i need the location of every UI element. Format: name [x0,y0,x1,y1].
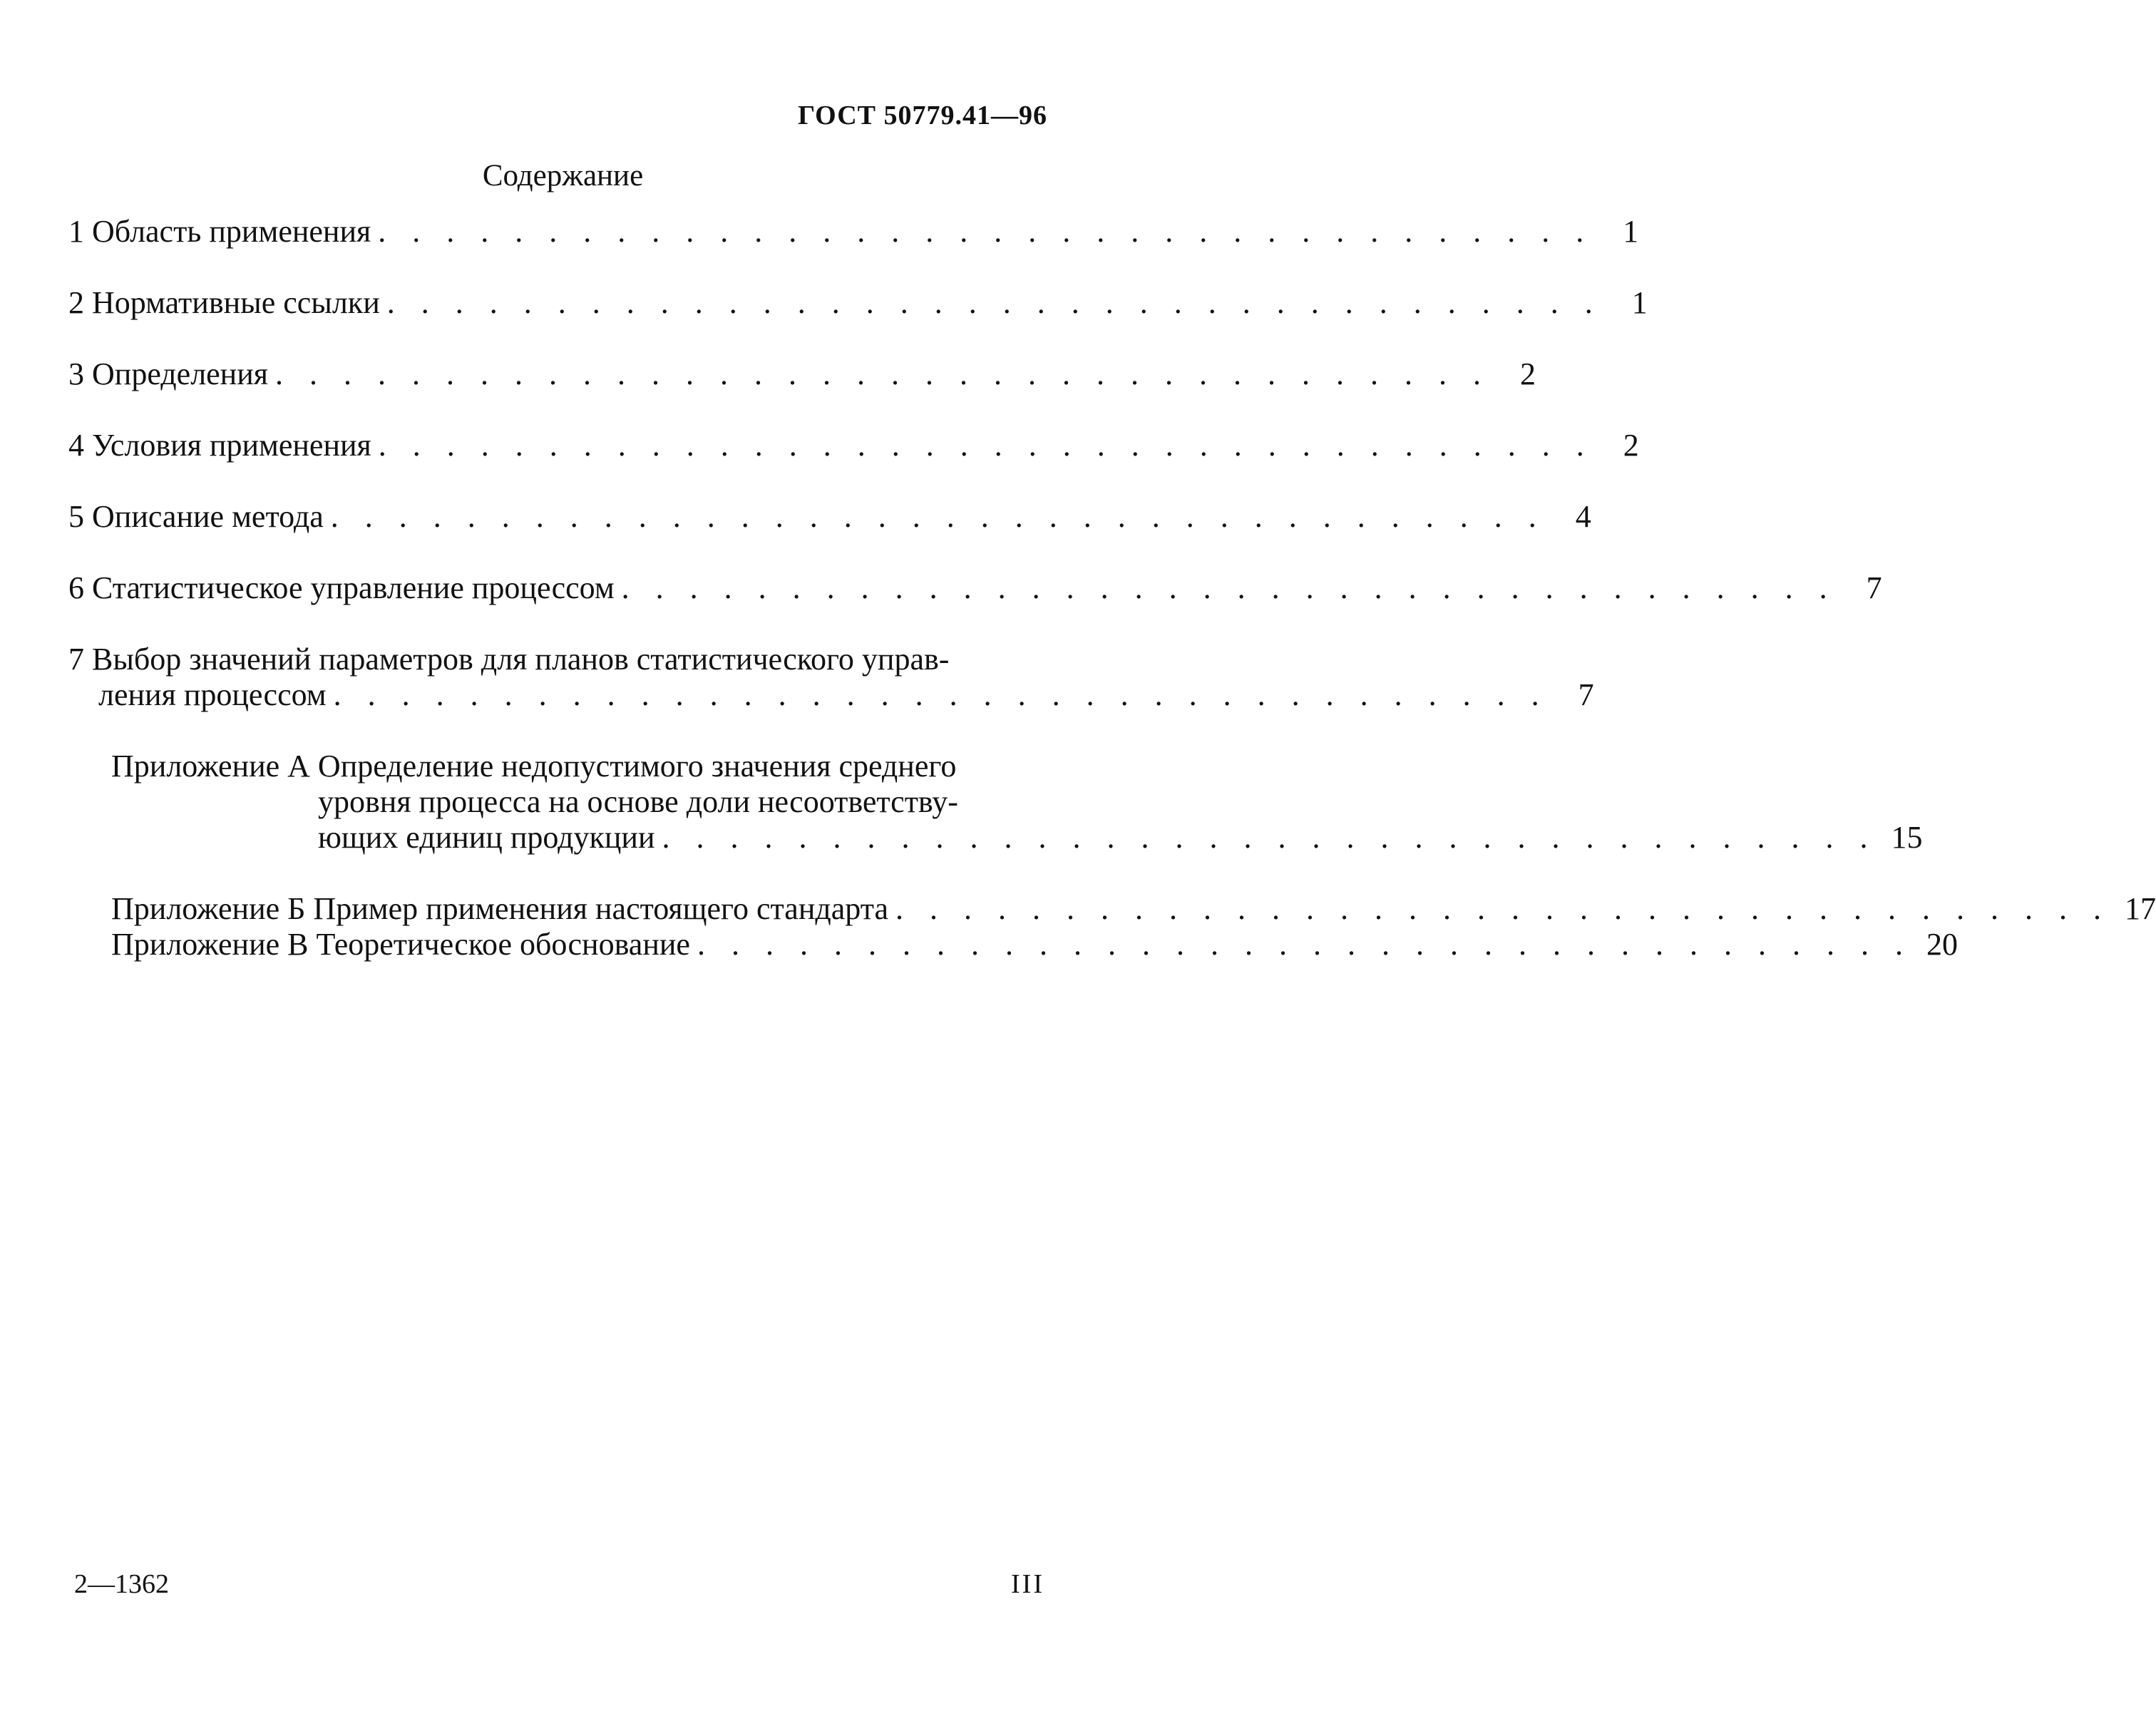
toc-entry-page: 15 [1891,820,1923,855]
toc-entry-1[interactable] [68,214,1639,250]
dot-leader: . . . . . . . . . . . . . . . . . . . . . . . . . . . . . . . . . . . . [378,214,1593,249]
appendix-b-line [111,891,2156,927]
toc-entry-continuation [68,677,1594,713]
toc-entry-page: 7 [1578,677,1594,712]
dot-leader: . . . . . . . . . . . . . . . . . . . . . . . . . . . . . . . . . . . . [662,820,1877,855]
toc-entry-text: 3 Определения [68,356,269,391]
toc-entry-6[interactable] [68,570,1882,606]
toc-entry-text: 6 Статистическое управление процессом [68,570,615,605]
toc-entry-page: 4 [1575,499,1591,534]
dot-leader: . . . . . . . . . . . . . . . . . . . . . . . . . . . . . . . . . . . . [697,927,1912,962]
toc-entry-page: 1 [1631,285,1648,320]
toc-entry-3[interactable] [68,356,1536,392]
toc-entry-4[interactable] [68,428,1639,463]
toc-appendix-a[interactable] [111,749,1923,856]
toc-entry-page: 1 [1623,214,1639,249]
table-of-contents [68,214,2156,962]
toc-entry-7[interactable] [68,642,1594,713]
toc-appendix-b[interactable] [111,891,2156,927]
appendix-a-line2: уровня процесса на основе доли несоответству- [318,784,958,819]
appendix-c-line [111,927,1958,962]
toc-entry-page: 2 [1623,428,1639,463]
toc-entry-text: 1 Область применения [68,214,371,249]
dot-leader: . . . . . . . . . . . . . . . . . . . . . . . . . . . . . . . . . . . . [895,891,2111,926]
toc-entry-text: Приложение В Теоретическое обоснование [111,927,690,962]
toc-entry-5[interactable] [68,499,1591,535]
toc-entry-text: 7 Выбор значений параметров для планов статистического управ- [68,642,950,677]
print-code: 2—1362 [74,1569,169,1599]
toc-entry-2[interactable] [68,285,1648,321]
dot-leader: . . . . . . . . . . . . . . . . . . . . . . . . . . . . . . . . . . . . [275,356,1491,391]
dot-leader: . . . . . . . . . . . . . . . . . . . . . . . . . . . . . . . . . . . . [330,499,1546,534]
toc-entry-text: ления процессом [98,677,327,712]
page-number: III [1011,1569,1044,1599]
toc-title: Содержание [482,159,644,192]
dot-leader: . . . . . . . . . . . . . . . . . . . . . . . . . . . . . . . . . . . . [621,570,1837,605]
toc-entry-text: Приложение Б Пример применения настоящего стандарта [111,891,889,926]
dot-leader: . . . . . . . . . . . . . . . . . . . . . . . . . . . . . . . . . . . . [333,677,1549,712]
toc-entry-page: 17 [2125,891,2156,926]
standard-code: ГОСТ 50779.41—96 [797,101,1047,130]
toc-entry-page: 20 [1926,927,1958,962]
dot-leader: . . . . . . . . . . . . . . . . . . . . . . . . . . . . . . . . . . . . [386,285,1602,320]
toc-entry-page: 2 [1520,356,1536,391]
toc-entry-text: 2 Нормативные ссылки [68,285,380,320]
toc-entry-text: 4 Условия применения [68,428,371,463]
toc-entry-text: ющих единиц продукции [318,820,655,855]
dot-leader: . . . . . . . . . . . . . . . . . . . . . . . . . . . . . . . . . . . . [378,428,1593,463]
toc-appendix-c[interactable] [111,927,1958,962]
toc-entry-text: 5 Описание метода [68,499,324,534]
appendix-a-line3 [111,820,1923,856]
appendix-a-title: Приложение А Определение недопустимого значения среднего [111,749,957,784]
toc-entry-page: 7 [1866,570,1882,605]
